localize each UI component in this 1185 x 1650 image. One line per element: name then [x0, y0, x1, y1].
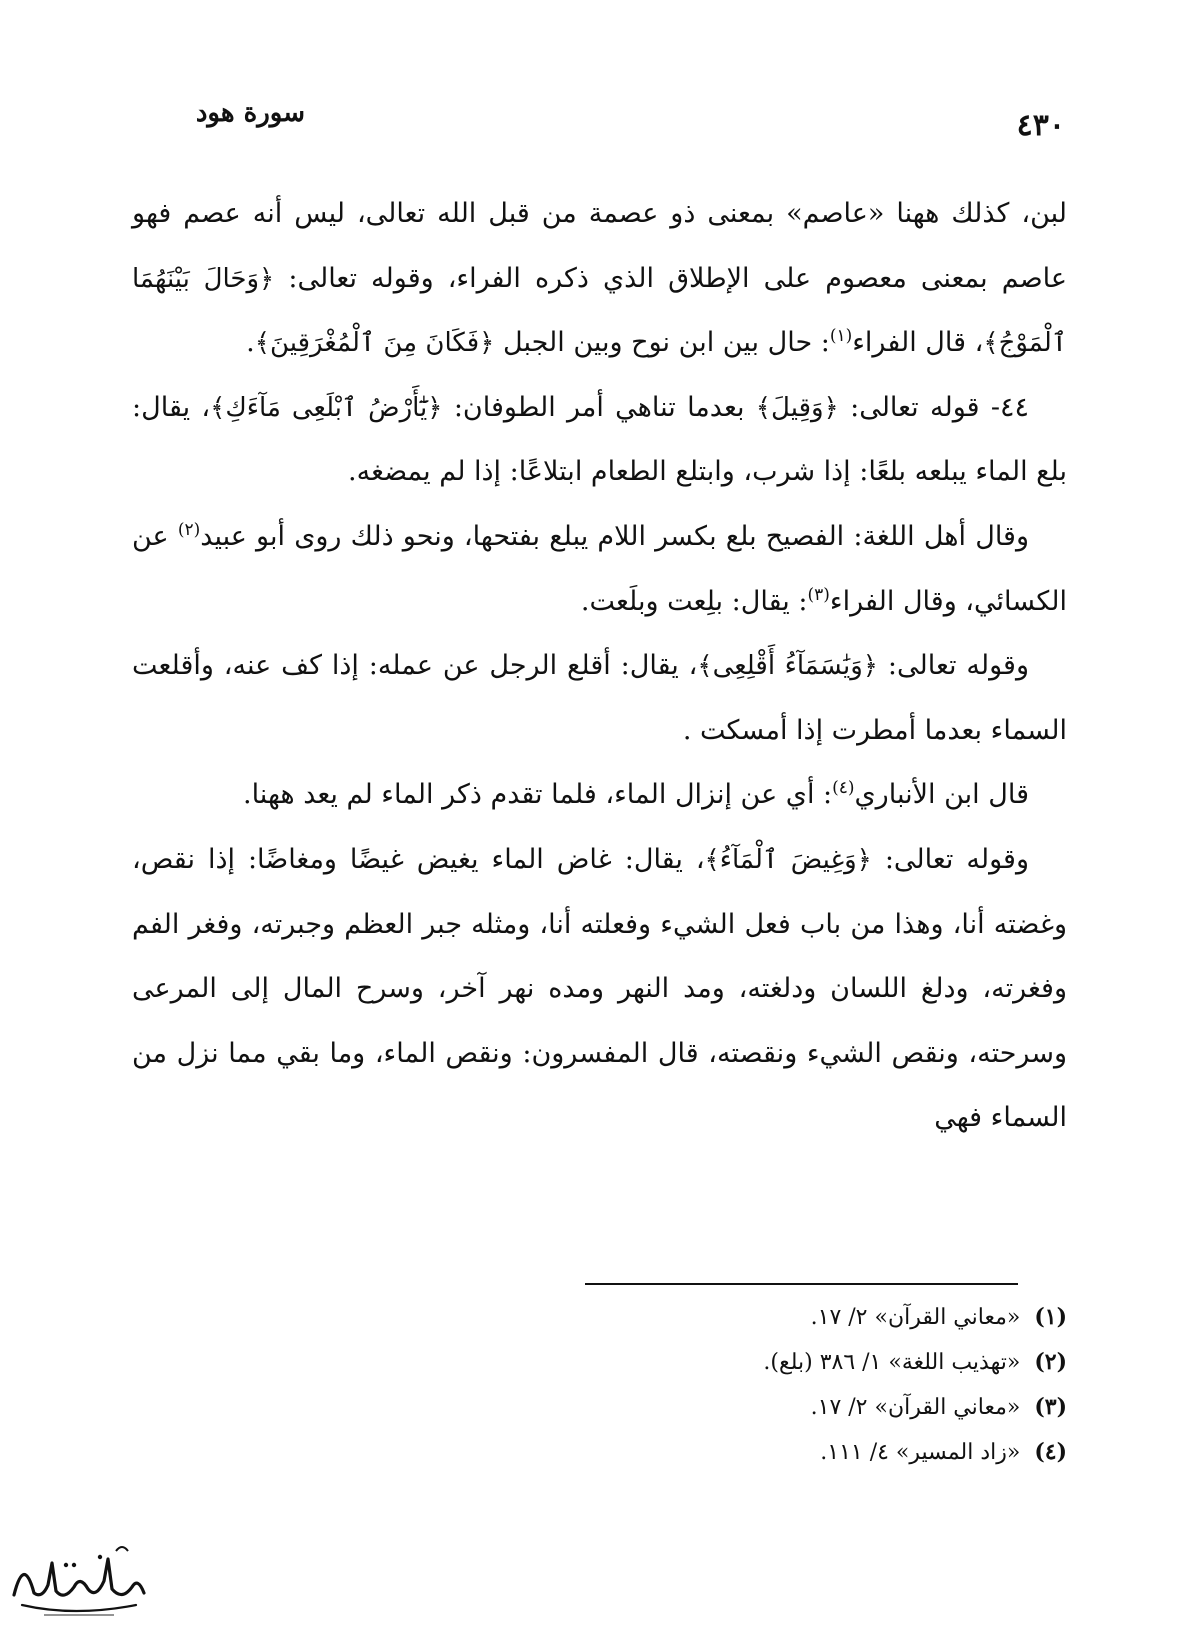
paragraph-1	[132, 182, 1067, 376]
quran-verse: ﴿فَكَانَ مِنَ ٱلْمُغْرَقِينَ﴾	[254, 328, 495, 359]
quran-verse: ﴿وَغِيضَ ٱلْمَآءُ﴾	[704, 844, 872, 875]
surah-title: سورة هود	[195, 98, 305, 128]
footnote-ref: (٣)	[807, 584, 830, 605]
text-run: ، يقال: بلع الماء يبلعه بلعًا: إذا شرب، وابتلع الطعام ابتلاعًا: إذا لم يمضغه.	[132, 391, 1067, 488]
text-run: ، قال الفراء	[852, 327, 984, 359]
footnote-4	[167, 1430, 1067, 1475]
text-run: وقوله تعالى:	[871, 843, 1029, 875]
quran-verse: ﴿وَيَٰسَمَآءُ أَقْلِعِى﴾	[697, 651, 879, 682]
footnote-number: (١)	[1034, 1304, 1067, 1330]
text-run: ٤٤- قوله تعالى:	[838, 391, 1029, 423]
text-run: : حال بين ابن نوح وبين الجبل	[494, 327, 830, 359]
text-run: قال ابن الأنباري	[854, 779, 1029, 811]
footnote-2	[167, 1340, 1067, 1385]
paragraph-6	[132, 828, 1067, 1151]
text-run: : يقال: بلِعت وبلَعت.	[580, 585, 808, 617]
quran-verse: ﴿يَٰٓأَرْضُ ٱبْلَعِى مَآءَكِ﴾	[210, 392, 443, 423]
footnote-ref: (٤)	[832, 778, 855, 799]
text-run: لبن، كذلك ههنا «عاصم» بمعنى ذو عصمة من قبل الله تعالى، ليس أنه عصم فهو عاصم بمعنى معصوم على الإطلاق الذي ذكره الفراء، وقوله تعالى:	[132, 198, 1067, 294]
footnote-ref: (١)	[829, 326, 853, 347]
running-header	[120, 92, 1065, 143]
text-run: ، يقال: غاض الماء يغيض غيضًا ومغاضًا: إذا نقص، وغضته أنا، وهذا من باب فعل الشيء وفعلته أنا، ومثله جبر العظم وجبرته، وفغر الفم وفغرته، ودلغ اللسان ودلغته، ومد النهر ومده نهر آخر، وسرح المال إلى المرعى وسرحته، ونقص الشيء ونقصته، قال المفسرون: ونقص الماء، وما بقي مما نزل من السماء فهي	[132, 843, 1067, 1134]
paragraph-4	[132, 634, 1067, 763]
page-number: ٤٣٠	[1016, 108, 1065, 143]
footnote-ref: (٢)	[177, 519, 201, 540]
text-run: : أي عن إنزال الماء، فلما تقدم ذكر الماء لم يعد ههنا.	[242, 779, 833, 811]
text-run: ، يقال: أقلع الرجل عن عمله: إذا كف عنه، وأقلعت السماء بعدما أمطرت إذا أمسكت .	[132, 650, 1067, 746]
paragraph-2	[132, 376, 1067, 505]
footnotes	[167, 1295, 1067, 1475]
text-run: بعدما تناهي أمر الطوفان:	[442, 391, 756, 423]
footnote-text: «زاد المسير» ٤/ ١١١.	[820, 1440, 1021, 1465]
text-run: وقال أهل اللغة: الفصيح بلع بكسر اللام يبلع بفتحها، ونحو ذلك روى أبو عبيد	[200, 520, 1029, 552]
text-run: .	[246, 327, 255, 359]
main-text	[132, 182, 1067, 1151]
footnote-1	[167, 1295, 1067, 1340]
footnote-text: «معاني القرآن» ٢/ ١٧.	[810, 1305, 1021, 1330]
text-run: عن الكسائي، وقال الفراء	[132, 520, 1067, 617]
footnote-3	[167, 1385, 1067, 1430]
paragraph-3	[132, 505, 1067, 634]
footnote-text: «تهذيب اللغة» ١/ ٣٨٦ (بلع).	[763, 1350, 1021, 1375]
footnote-divider	[585, 1283, 1018, 1285]
quran-verse: ﴿وَقِيلَ﴾	[755, 392, 839, 423]
text-run: وقوله تعالى:	[878, 650, 1030, 682]
footnote-number: (٢)	[1034, 1349, 1067, 1375]
footnote-number: (٣)	[1034, 1394, 1067, 1420]
footnote-number: (٤)	[1034, 1439, 1067, 1465]
publisher-logo	[4, 1535, 152, 1625]
quran-verse: ﴿وَحَالَ بَيْنَهُمَا ٱلْمَوْجُ﴾	[132, 263, 1067, 359]
paragraph-5	[132, 763, 1067, 828]
footnote-text: «معاني القرآن» ٢/ ١٧.	[810, 1395, 1021, 1420]
